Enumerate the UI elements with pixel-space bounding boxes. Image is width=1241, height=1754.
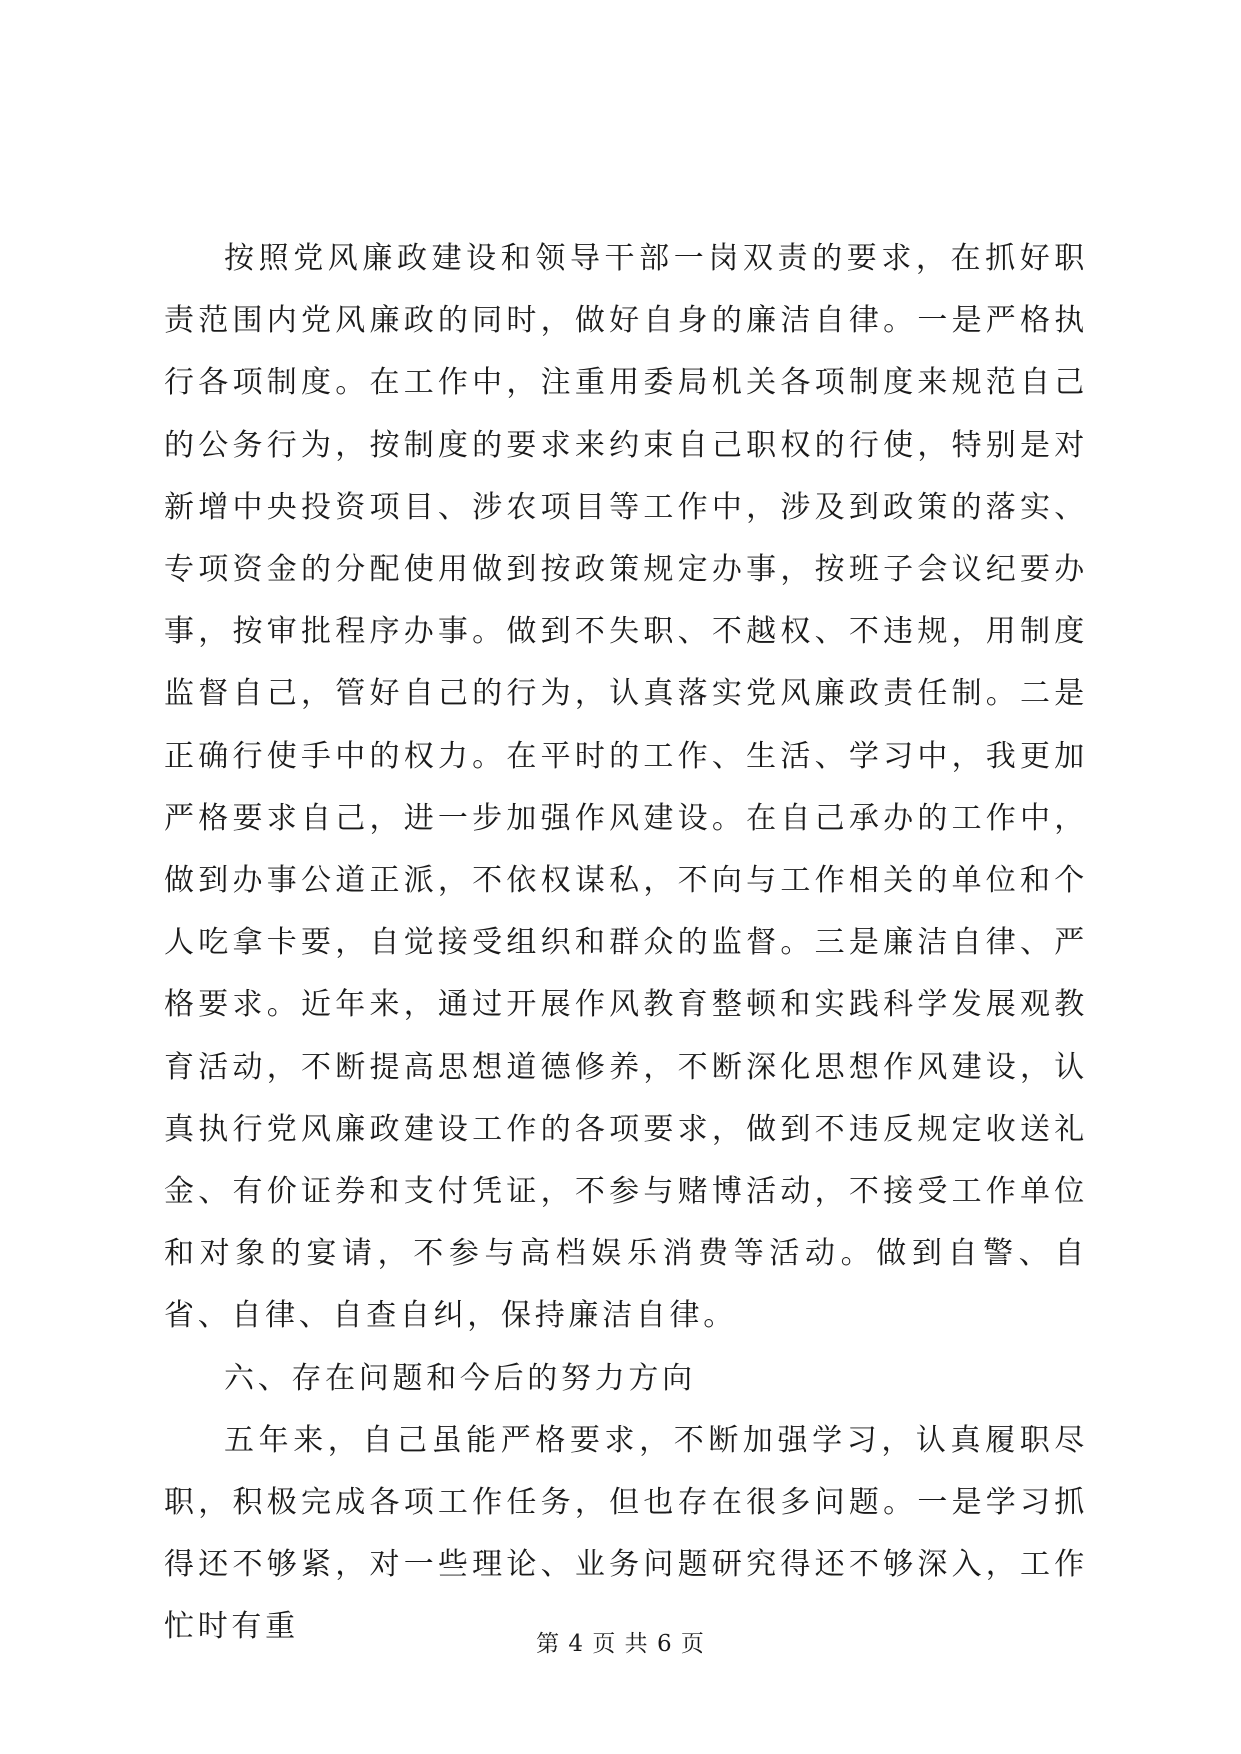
section-heading: 六、存在问题和今后的努力方向 — [224, 1360, 696, 1396]
paragraph-problems: 五年来，自己虽能严格要求，不断加强学习，认真履职尽职，积极完成各项工作任务，但也存在很多问题。一是学习抓得还不够紧，对一些理论、业务问题研究得还不够深入，工作忙时有重 — [164, 1422, 1088, 1645]
paragraph-self-discipline: 按照党风廉政建设和领导干部一岗双责的要求，在抓好职责范围内党风廉政的同时，做好自身的廉洁自律。一是严格执行各项制度。在工作中，注重用委局机关各项制度来规范自己的公务行为，按制度的要求来约束自己职权的行使，特别是对新增中央投资项目、涉农项目等工作中，涉及到政策的落实、专项资金的分配使用做到按政策规定办事，按班子会议纪要办事，按审批程序办事。做到不失职、不越权、不违规，用制度监督自己，管好自己的行为，认真落实党风廉政责任制。二是正确行使手中的权力。在平时的工作、生活、学习中，我更加严格要求自己，进一步加强作风建设。在自己承办的工作中，做到办事公道正派，不依权谋私，不向与工作相关的单位和个人吃拿卡要，自觉接受组织和群众的监督。三是廉洁自律、严格要求。近年来，通过开展作风教育整顿和实践科学发展观教育活动，不断提高思想道德修养，不断深化思想作风建设，认真执行党风廉政建设工作的各项要求，做到不违反规定收送礼金、有价证券和支付凭证，不参与赌博活动，不接受工作单位和对象的宴请，不参与高档娱乐消费等活动。做到自警、自省、自律、自查自纠，保持廉洁自律。 — [164, 241, 1088, 1334]
page-footer: 第 4 页 共 6 页 — [536, 1631, 705, 1657]
document-body — [164, 228, 1088, 1659]
